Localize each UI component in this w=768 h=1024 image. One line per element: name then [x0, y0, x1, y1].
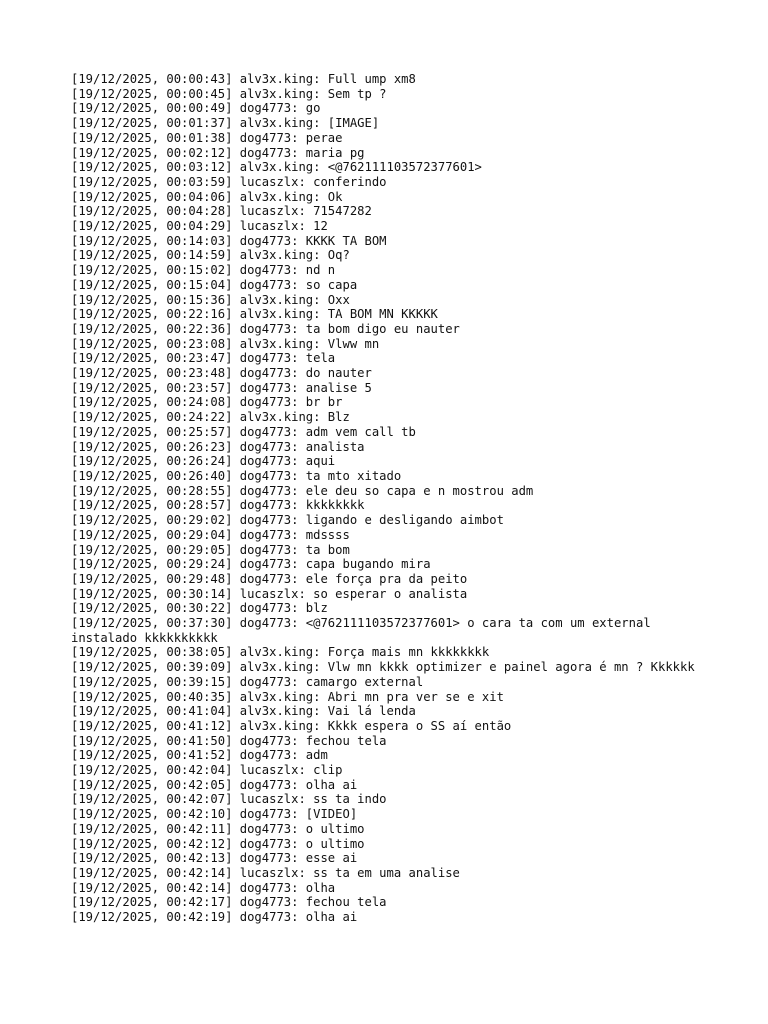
log-line: [19/12/2025, 00:29:48] dog4773: ele força pra da peito: [71, 571, 468, 586]
log-line: [19/12/2025, 00:41:52] dog4773: adm: [71, 748, 328, 763]
log-line: [19/12/2025, 00:23:48] dog4773: do nauter: [71, 366, 372, 381]
document-page: [71, 72, 711, 925]
log-line: [19/12/2025, 00:37:30] dog4773: <@762111103572377601> o cara ta com um external instalado kkkkkkkkkk: [71, 616, 659, 645]
log-line: [19/12/2025, 00:26:23] dog4773: analista: [71, 439, 365, 454]
log-line: [19/12/2025, 00:04:28] lucaszlx: 71547282: [71, 204, 372, 219]
log-line: [19/12/2025, 00:30:14] lucaszlx: so esperar o analista: [71, 586, 468, 601]
log-line: [19/12/2025, 00:40:35] alv3x.king: Abri mn pra ver se e xit: [71, 689, 504, 704]
log-line: [19/12/2025, 00:23:47] dog4773: tela: [71, 351, 336, 366]
log-line: [19/12/2025, 00:00:43] alv3x.king: Full ump xm8: [71, 72, 416, 86]
log-line: [19/12/2025, 00:25:57] dog4773: adm vem call tb: [71, 424, 416, 439]
log-line: [19/12/2025, 00:22:16] alv3x.king: TA BOM MN KKKKK: [71, 307, 438, 322]
log-line: [19/12/2025, 00:04:29] lucaszlx: 12: [71, 219, 328, 234]
log-line: [19/12/2025, 00:22:36] dog4773: ta bom digo eu nauter: [71, 321, 460, 336]
log-line: [19/12/2025, 00:03:12] alv3x.king: <@762111103572377601>: [71, 160, 482, 175]
log-line: [19/12/2025, 00:28:55] dog4773: ele deu so capa e n mostrou adm: [71, 483, 534, 498]
log-line: [19/12/2025, 00:41:12] alv3x.king: Kkkk espera o SS aí então: [71, 718, 512, 733]
log-line: [19/12/2025, 00:29:05] dog4773: ta bom: [71, 542, 350, 557]
log-line: [19/12/2025, 00:04:06] alv3x.king: Ok: [71, 189, 343, 204]
log-line: [19/12/2025, 00:42:10] dog4773: [VIDEO]: [71, 807, 358, 822]
log-line: [19/12/2025, 00:01:38] dog4773: perae: [71, 130, 343, 145]
log-line: [19/12/2025, 00:01:37] alv3x.king: [IMAGE]: [71, 116, 380, 131]
log-line: [19/12/2025, 00:03:59] lucaszlx: conferindo: [71, 174, 387, 189]
log-line: [19/12/2025, 00:42:07] lucaszlx: ss ta indo: [71, 792, 387, 807]
log-line: [19/12/2025, 00:42:19] dog4773: olha ai: [71, 910, 358, 925]
log-line: [19/12/2025, 00:24:22] alv3x.king: Blz: [71, 410, 350, 425]
log-line: [19/12/2025, 00:30:22] dog4773: blz: [71, 601, 328, 616]
log-line: [19/12/2025, 00:39:09] alv3x.king: Vlw mn kkkk optimizer e painel agora é mn ? Kkkkkk: [71, 660, 695, 675]
log-line: [19/12/2025, 00:42:04] lucaszlx: clip: [71, 763, 343, 778]
chat-log: [71, 72, 711, 925]
log-line: [19/12/2025, 00:42:17] dog4773: fechou tela: [71, 895, 387, 910]
log-line: [19/12/2025, 00:24:08] dog4773: br br: [71, 395, 343, 410]
log-line: [19/12/2025, 00:28:57] dog4773: kkkkkkkk: [71, 498, 365, 513]
log-line: [19/12/2025, 00:14:03] dog4773: KKKK TA BOM: [71, 233, 387, 248]
log-line: [19/12/2025, 00:14:59] alv3x.king: Oq?: [71, 248, 350, 263]
log-line: [19/12/2025, 00:15:02] dog4773: nd n: [71, 263, 336, 278]
log-line: [19/12/2025, 00:42:14] dog4773: olha: [71, 880, 336, 895]
log-line: [19/12/2025, 00:26:40] dog4773: ta mto xitado: [71, 468, 402, 483]
log-line: [19/12/2025, 00:42:13] dog4773: esse ai: [71, 851, 358, 866]
log-line: [19/12/2025, 00:00:49] dog4773: go: [71, 101, 321, 116]
log-line: [19/12/2025, 00:23:57] dog4773: analise 5: [71, 380, 372, 395]
log-line: [19/12/2025, 00:29:04] dog4773: mdssss: [71, 527, 350, 542]
log-line: [19/12/2025, 00:41:04] alv3x.king: Vai lá lenda: [71, 704, 416, 719]
log-line: [19/12/2025, 00:15:36] alv3x.king: Oxx: [71, 292, 350, 307]
log-line: [19/12/2025, 00:29:24] dog4773: capa bugando mira: [71, 557, 431, 572]
log-line: [19/12/2025, 00:42:14] lucaszlx: ss ta em uma analise: [71, 865, 460, 880]
log-line: [19/12/2025, 00:23:08] alv3x.king: Vlww mn: [71, 336, 380, 351]
log-line: [19/12/2025, 00:15:04] dog4773: so capa: [71, 277, 358, 292]
log-line: [19/12/2025, 00:02:12] dog4773: maria pg: [71, 145, 365, 160]
log-line: [19/12/2025, 00:42:05] dog4773: olha ai: [71, 777, 358, 792]
log-line: [19/12/2025, 00:41:50] dog4773: fechou tela: [71, 733, 387, 748]
log-line: [19/12/2025, 00:26:24] dog4773: aqui: [71, 454, 336, 469]
log-line: [19/12/2025, 00:38:05] alv3x.king: Força mais mn kkkkkkkk: [71, 645, 490, 660]
log-line: [19/12/2025, 00:42:11] dog4773: o ultimo: [71, 821, 365, 836]
log-line: [19/12/2025, 00:29:02] dog4773: ligando e desligando aimbot: [71, 513, 504, 528]
log-line: [19/12/2025, 00:00:45] alv3x.king: Sem tp ?: [71, 86, 387, 101]
log-line: [19/12/2025, 00:39:15] dog4773: camargo external: [71, 674, 424, 689]
log-line: [19/12/2025, 00:42:12] dog4773: o ultimo: [71, 836, 365, 851]
